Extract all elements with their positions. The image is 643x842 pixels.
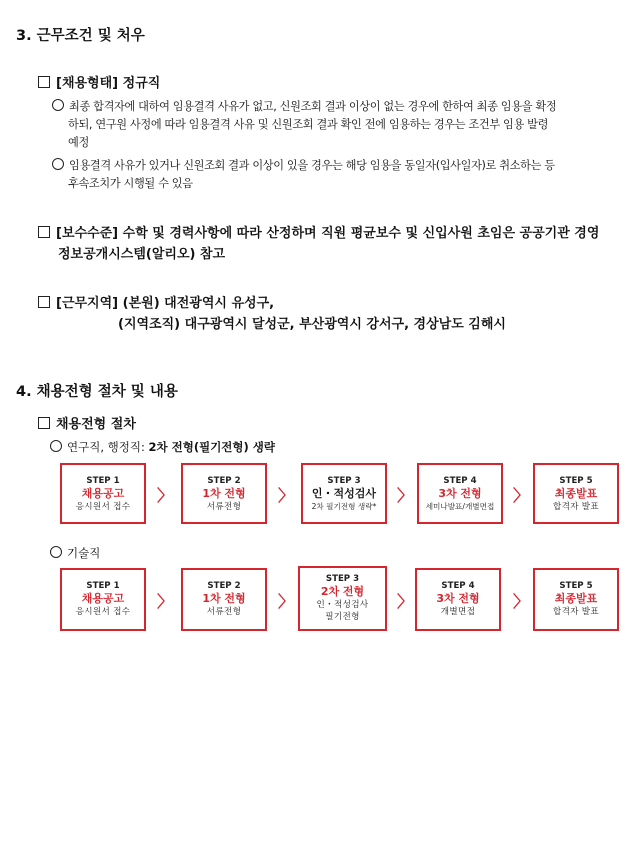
step-number: STEP 1 (86, 476, 120, 486)
step-number: STEP 5 (559, 581, 593, 591)
step-number: STEP 5 (559, 476, 593, 486)
circle-bullet-icon (50, 440, 62, 452)
step-number: STEP 4 (441, 581, 475, 591)
track-1-note: 2차 전형(필기전형) 생략 (148, 440, 276, 454)
step-desc: 인・적성검사 (316, 600, 369, 610)
bullet-1-line-3: 예정 (68, 136, 89, 149)
step-title: 최종발표 (554, 487, 598, 500)
bullet-text: 임용결격 사유가 있거나 신원조회 결과 이상이 있을 경우는 해당 임용을 동일자(입사일자)로 취소하는 등 (69, 159, 555, 172)
bullet-2-line-2: 후속조치가 시행될 수 있음 (68, 177, 193, 190)
section-4-title: 4. 채용전형 절차 및 내용 (16, 384, 178, 400)
track-2-label-text: 기술직 (67, 546, 101, 560)
step-number: STEP 3 (325, 574, 360, 584)
step-desc: 2차 필기전형 생략* (311, 502, 377, 511)
track-1-prefix: 연구직, 행정직: (67, 440, 149, 454)
chevron-right-icon: 〉 (513, 592, 530, 611)
step-title: 3차 전형 (438, 487, 482, 500)
step-title: 3차 전형 (436, 592, 480, 605)
chevron-right-icon: 〉 (278, 592, 295, 611)
procedure-heading-label: 채용전형 절차 (56, 417, 136, 432)
step-title: 인・적성검사 (311, 487, 377, 500)
circle-bullet-icon (52, 158, 64, 170)
track-1-label (50, 439, 275, 455)
chevron-right-icon: 〉 (278, 486, 295, 505)
step-desc: 서류전형 (206, 607, 242, 617)
location-line-2: (지역조직) 대구광역시 달성군, 부산광역시 강서구, 경상남도 김해시 (118, 317, 506, 332)
step-number: STEP 4 (443, 476, 477, 486)
circle-bullet-icon (52, 99, 64, 111)
track-2-step-3 (298, 566, 387, 631)
track-1-step-2 (181, 463, 267, 524)
checkbox-square-icon (38, 76, 50, 88)
salary-line-2: 정보공개시스템(알리오) 참고 (58, 247, 226, 262)
bullet-text: 최종 합격자에 대하여 임용결격 사유가 없고, 신원조회 결과 이상이 없는 경우에 한하여 최종 임용을 확정 (69, 100, 557, 113)
employment-type-heading (38, 72, 160, 91)
step-number: STEP 3 (327, 476, 361, 486)
chevron-right-icon: 〉 (397, 486, 414, 505)
bullet-1-line-1 (52, 98, 556, 114)
step-desc-2: 필기전형 (325, 612, 360, 622)
track-2-step-4 (415, 568, 501, 631)
step-title: 채용공고 (81, 592, 125, 605)
track-1-step-4 (417, 463, 503, 524)
track-2-step-2 (181, 568, 267, 631)
chevron-right-icon: 〉 (513, 486, 530, 505)
track-2-label (50, 545, 100, 561)
chevron-right-icon: 〉 (397, 592, 414, 611)
step-desc: 합격자 발표 (552, 607, 600, 617)
location-line-1 (38, 292, 274, 311)
track-1-step-3 (301, 463, 387, 524)
step-title: 2차 전형 (320, 585, 365, 598)
chevron-right-icon: 〉 (157, 486, 174, 505)
step-title: 채용공고 (81, 487, 125, 500)
step-number: STEP 2 (207, 476, 241, 486)
step-title: 최종발표 (554, 592, 598, 605)
section-3-title: 3. 근무조건 및 처우 (16, 28, 145, 44)
step-number: STEP 1 (86, 581, 120, 591)
step-desc: 세미나발표/개별면접 (425, 502, 495, 511)
step-desc: 합격자 발표 (552, 502, 600, 512)
step-title: 1차 전형 (202, 487, 246, 500)
bullet-1-line-2: 하되, 연구원 사정에 따라 임용결격 사유 및 신원조회 결과 확인 전에 임용하는 경우는 조건부 임용 발령 (68, 118, 549, 131)
track-1-step-5 (533, 463, 619, 524)
step-desc: 응시원서 접수 (75, 502, 131, 512)
employment-type-label: [채용형태] 정규직 (56, 76, 161, 91)
track-2-step-1 (60, 568, 146, 631)
checkbox-square-icon (38, 296, 50, 308)
step-desc: 서류전형 (206, 502, 242, 512)
step-title: 1차 전형 (202, 592, 246, 605)
track-1-step-1 (60, 463, 146, 524)
chevron-right-icon: 〉 (157, 592, 174, 611)
circle-bullet-icon (50, 546, 62, 558)
procedure-heading (38, 413, 136, 432)
track-2-step-5 (533, 568, 619, 631)
salary-text: [보수수준] 수학 및 경력사항에 따라 산정하며 직원 평균보수 및 신입사원 초임은 공공기관 경영 (56, 226, 600, 241)
step-desc: 응시원서 접수 (75, 607, 131, 617)
salary-line-1 (38, 222, 599, 241)
step-number: STEP 2 (207, 581, 241, 591)
checkbox-square-icon (38, 417, 50, 429)
checkbox-square-icon (38, 226, 50, 238)
location-text: [근무지역] (본원) 대전광역시 유성구, (56, 296, 275, 311)
step-desc: 개별면접 (440, 607, 476, 617)
bullet-2-line-1 (52, 157, 555, 173)
